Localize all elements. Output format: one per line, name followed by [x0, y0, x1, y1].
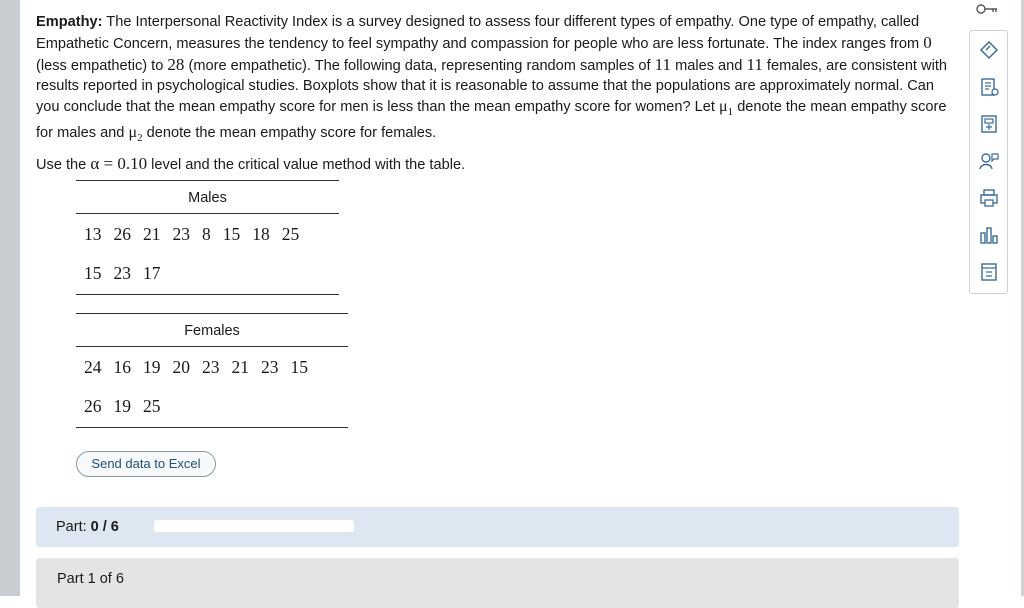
- mu2-symbol: $\mu_2$: [128, 123, 143, 144]
- table-cell: 15: [290, 357, 308, 377]
- problem-text: denote the mean empathy score for females.: [146, 124, 437, 141]
- table-rule: [76, 427, 348, 428]
- table-cell: 25: [143, 396, 161, 416]
- left-margin-bar: [0, 0, 20, 596]
- sample-size-females: 11: [746, 54, 763, 74]
- part-status-value: 0 / 6: [90, 519, 119, 535]
- table-cell: 23: [172, 224, 190, 244]
- tutor-help-button[interactable]: [970, 142, 1007, 179]
- table-cell: 23: [113, 263, 131, 283]
- table-cell: 26: [84, 396, 102, 416]
- current-part-label: Part 1 of 6: [57, 571, 124, 587]
- males-row-2: [76, 263, 339, 284]
- min-value: 0: [923, 32, 932, 52]
- table-cell: 23: [202, 357, 220, 377]
- statistics-button[interactable]: [970, 216, 1007, 253]
- table-cell: 13: [84, 224, 102, 244]
- key-icon[interactable]: [975, 0, 999, 18]
- table-rule: [76, 213, 339, 214]
- table-cell: 17: [143, 263, 161, 283]
- statistics-icon: [978, 224, 1000, 246]
- data-table-button[interactable]: [970, 253, 1007, 290]
- data-table-icon: [978, 261, 1000, 283]
- table-cell: 25: [281, 224, 300, 244]
- max-value: 28: [167, 54, 185, 74]
- problem-text: (more empathetic). The following data, representing random samples of: [188, 57, 651, 74]
- part-status-bar: [36, 507, 959, 547]
- calculator-button[interactable]: [970, 105, 1007, 142]
- males-header: Males: [188, 190, 227, 206]
- print-button[interactable]: [970, 179, 1007, 216]
- table-rule: [76, 180, 339, 181]
- problem-text: The Interpersonal Reactivity Index is a survey designed to assess four different types of empathy. One type of empathy, called Empathetic Concern, measures the tendency to feel sympathy and compassion for people who are less fortunate. The index ranges from: [36, 14, 920, 52]
- table-cell: 21: [143, 224, 161, 244]
- males-data-table: [76, 180, 339, 295]
- alpha-expression: α = 0.10: [90, 153, 148, 173]
- part-status-label: Part: 0 / 6: [56, 519, 119, 535]
- problem-text: males and: [675, 57, 743, 74]
- table-cell: 15: [222, 224, 241, 244]
- table-cell: 16: [113, 357, 131, 377]
- table-cell: 18: [252, 224, 270, 244]
- send-data-to-excel-button[interactable]: Send data to Excel: [76, 451, 216, 477]
- table-cell: 21: [231, 357, 249, 377]
- problem-text: (less empathetic) to: [36, 57, 164, 74]
- formula-sheet-icon: [978, 76, 1000, 98]
- males-row-1: [76, 224, 339, 245]
- sample-size-males: 11: [654, 54, 672, 74]
- formula-sheet-button[interactable]: [970, 68, 1007, 105]
- current-part-header[interactable]: [36, 558, 959, 608]
- problem-text: denote the mean empathy score for males and: [36, 99, 947, 141]
- females-header: Females: [184, 323, 240, 339]
- print-icon: [978, 187, 1000, 209]
- table-cell: 15: [84, 263, 102, 283]
- problem-statement: [36, 12, 958, 149]
- calculator-icon: [978, 113, 1000, 135]
- eraser-icon: [978, 39, 1000, 61]
- problem-text: females, are consistent with results reported in psychological studies. Boxplots show that it is reasonable to assume that the populations are approximately normal. Can you conclude that the mean empathy score for men is less than the mean empathy score for women? Let: [36, 57, 947, 116]
- table-cell: 23: [261, 357, 279, 377]
- question-content: [36, 12, 958, 174]
- table-cell: 8: [202, 224, 211, 244]
- females-row-1: [76, 357, 348, 378]
- table-cell: 26: [113, 224, 131, 244]
- part-progress-bar: [154, 520, 354, 532]
- instructions: Use the α = 0.10 level and the critical value method with the table.: [36, 153, 466, 173]
- females-data-table: [76, 313, 348, 428]
- problem-title: Empathy:: [36, 14, 103, 30]
- table-cell: 20: [172, 357, 190, 377]
- table-rule: [76, 346, 348, 347]
- females-row-2: [76, 396, 348, 417]
- table-rule: [76, 313, 348, 314]
- table-rule: [76, 294, 339, 295]
- table-cell: 19: [143, 357, 161, 377]
- eraser-tool-button[interactable]: [970, 31, 1007, 68]
- tools-panel: [969, 30, 1008, 294]
- table-cell: 19: [113, 396, 131, 416]
- table-cell: 24: [84, 357, 102, 377]
- tutor-icon: [978, 150, 1000, 172]
- mu1-symbol: $\mu_1$: [719, 98, 734, 119]
